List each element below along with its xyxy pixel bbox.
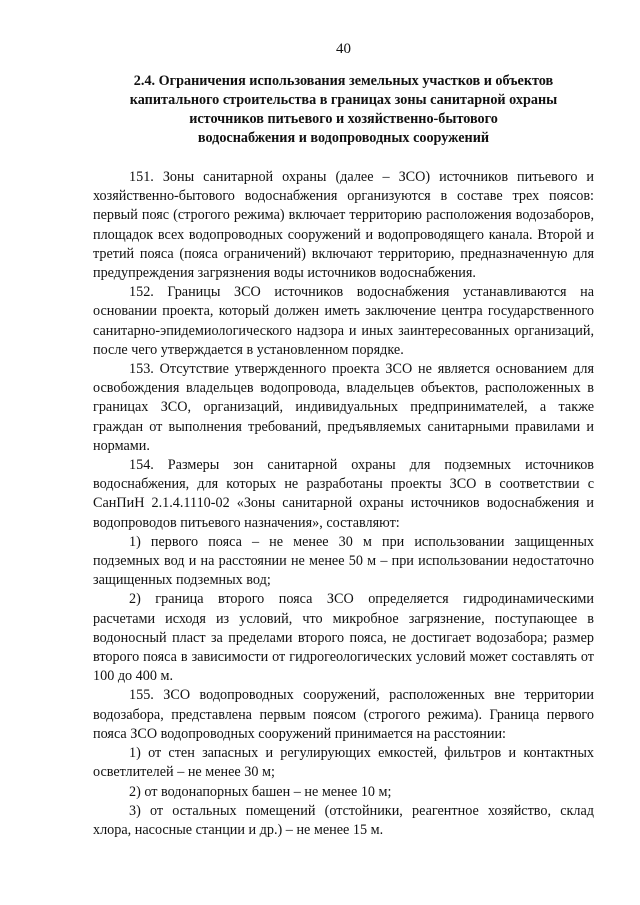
paragraph-155-item-2: 2) от водонапорных башен – не менее 10 м; [129,783,392,800]
paragraph-155-item-1: 1) от стен запасных и регулирующих емкостей, фильтров и контактных осветлителей – не менее 30 м; [93,745,594,781]
body-text [93,168,594,840]
section-title-line: источников питьевого и хозяйственно-бытового [189,111,498,127]
paragraph-154-item-2: 2) граница второго пояса ЗСО определяется гидродинамическими расчетами исходя из условий, что микробное загрязнение, поступающее в водоносный пласт за пределами второго пояса, не достигает водозабора; размер второго пояса в зависимости от гидрогеологических условий может составлять от 100 до 400 м. [93,591,594,685]
page-number: 40 [336,41,351,57]
paragraph-153: 153. Отсутствие утвержденного проекта ЗСО не является основанием для освобождения владельцев водопровода, владельцев объектов, расположенных в границах ЗСО, организаций, индивидуальных предпринимателей, а также граждан от выполнения требований, предъявляемых санитарными правилами и нормами. [93,361,594,454]
section-title-line: 2.4. Ограничения использования земельных участков и объектов [133,73,554,89]
paragraph-155-item-3: 3) от остальных помещений (отстойники, реагентное хозяйство, склад хлора, насосные станции и др.) – не менее 15 м. [93,802,594,838]
paragraph-151: 151. Зоны санитарной охраны (далее – ЗСО) источников питьевого и хозяйственно-бытового водоснабжения организуются в составе трех поясов: первый пояс (строгого режима) включает территорию расположения водозаборов, площадок всех водопроводных сооружений и водопроводящего канала. Второй и третий пояса (пояса ограничений) включают территорию, предназначенную для предупреждения загрязнения воды источников водоснабжения. [93,169,594,282]
section-title-line: водоснабжения и водопроводных сооружений [197,130,490,146]
section-title [93,72,594,148]
paragraph-152: 152. Границы ЗСО источников водоснабжения устанавливаются на основании проекта, который должен иметь заключение центра государственного санитарно-эпидемиологического надзора и иных заинтересованных организаций, после чего утверждается в установленном порядке. [93,284,594,358]
paragraph-154: 154. Размеры зон санитарной охраны для подземных источников водоснабжения, для которых не разработаны проекты ЗСО в соответствии с СанПиН 2.1.4.1110-02 «Зоны санитарной охраны источников водоснабжения и водопроводов питьевого назначения», составляют: [93,457,594,531]
section-title-line: капитального строительства в границах зоны санитарной охраны [129,92,558,108]
paragraph-154-item-1: 1) первого пояса – не менее 30 м при использовании защищенных подземных вод и на расстоянии не менее 50 м – при использовании недостаточно защищенных подземных вод; [93,533,594,589]
paragraph-155: 155. ЗСО водопроводных сооружений, расположенных вне территории водозабора, представлена первым поясом (строгого режима). Граница первого пояса ЗСО водопроводных сооружений принимается на расстоянии: [93,687,594,742]
